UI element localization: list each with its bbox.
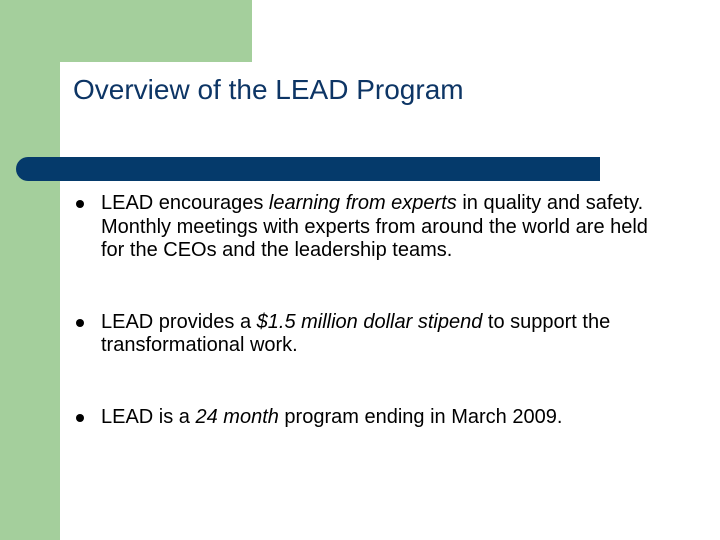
bullet-dot-icon: [76, 200, 84, 208]
bullet-text: [101, 192, 656, 263]
bullet-text-end: program ending in March 2009.: [278, 405, 563, 428]
green-top-band: [60, 0, 252, 62]
bullet-text-end: to support the transformational work.: [101, 310, 611, 356]
bullet-emphasis: $1.5 million dollar stipend: [256, 310, 483, 333]
bullet-item-stipend: [76, 311, 656, 358]
bullet-text: [101, 311, 656, 358]
bullet-text-start: LEAD is a: [101, 405, 196, 428]
bullet-dot-icon: [76, 414, 84, 422]
bullet-text-start: LEAD encourages: [101, 192, 269, 214]
bullet-text-end: in quality and safety. Monthly meetings with experts from around the world are held for the CEOs and the leadership teams.: [101, 192, 648, 261]
green-side-band: [0, 0, 60, 540]
title-divider-bar: [16, 157, 600, 181]
bullet-text: [101, 406, 656, 430]
bullet-dot-icon: [76, 319, 84, 327]
bullet-item-learning: [76, 192, 656, 263]
bullet-item-duration: [76, 406, 656, 430]
slide-title: Overview of the LEAD Program: [73, 74, 464, 105]
bullet-emphasis: learning from experts: [268, 192, 457, 214]
bullet-list: [76, 192, 656, 429]
bullet-emphasis: 24 month: [195, 405, 279, 428]
bullet-text-start: LEAD provides a: [101, 310, 257, 333]
